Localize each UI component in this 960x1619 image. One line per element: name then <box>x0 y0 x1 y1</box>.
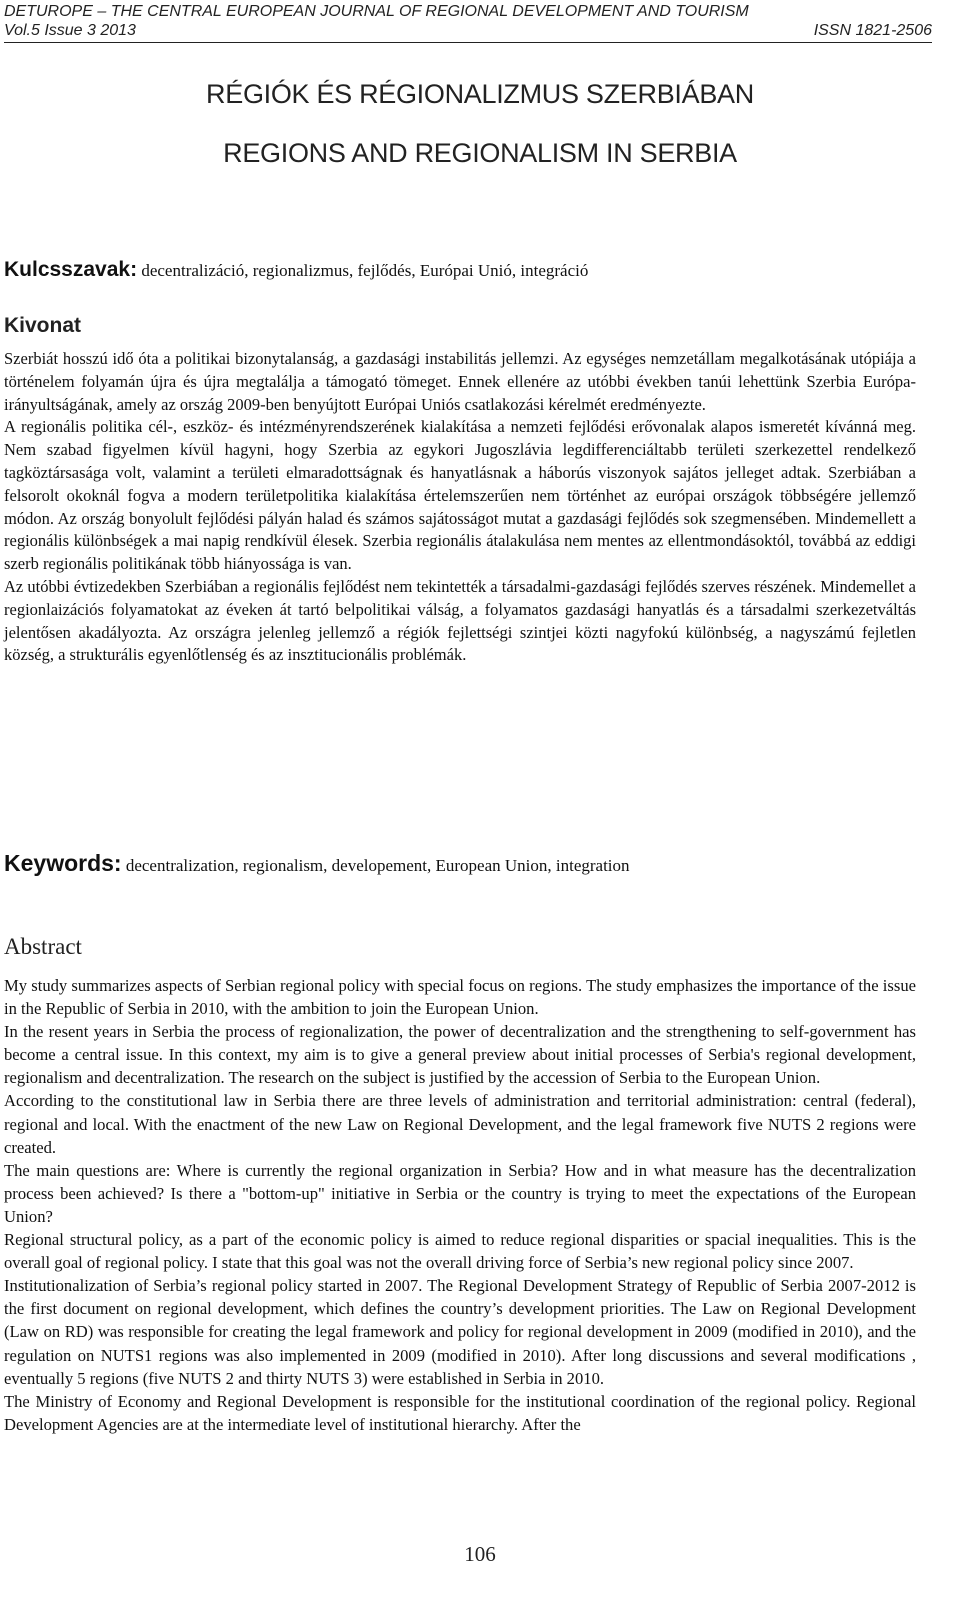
kivonat-paragraph: Szerbiát hosszú idő óta a politikai bizonytalanság, a gazdasági instabilitás jellemzi. Az egységes nemzetállam megalkotásának utópiája a történelem folyamán újra és újra megtalálja a támogató tömeget. Ennek ellenére az utóbbi években tanúi lehettünk Szerbia Európa-irányultságának, amely az ország 2009-ben benyújtott Európai Uniós csatlakozási kérelmét eredményezte. <box>4 349 916 414</box>
abstract-body <box>4 974 916 1436</box>
abstract-paragraph: Institutionalization of Serbia’s regional policy started in 2007. The Regional Development Strategy of Republic of Serbia 2007-2012 is the first document on regional development, which defines the country’s development priorities. The Law on Regional Development (Law on RD) was responsible for creating the legal framework and policy for regional development in 2009 (modified in 2010), and the regulation on NUTS1 regions was also implemented in 2009 (modified in 2010). After long discussions and several modifications , eventually 5 regions (five NUTS 2 and thirty NUTS 3) were established in Serbia in 2010. <box>4 1276 916 1388</box>
page-number: 106 <box>464 1542 496 1566</box>
abstract-paragraph: In the resent years in Serbia the process of regionalization, the power of decentralization and the strengthening to self-government has become a central issue. In this context, my aim is to give a general preview about initial processes of Serbia's regional development, regionalism and decentralization. The research on the subject is justified by the accession of Serbia to the European Union. <box>4 1022 916 1088</box>
keywords-english-label: Keywords: <box>4 850 122 876</box>
keywords-hungarian-label: Kulcsszavak: <box>4 258 138 281</box>
article-title-hungarian: RÉGIÓK ÉS RÉGIONALIZMUS SZERBIÁBAN <box>206 79 754 109</box>
issue-number: Vol.5 Issue 3 2013 <box>4 22 136 39</box>
article-title-english: REGIONS AND REGIONALISM IN SERBIA <box>223 138 737 168</box>
issue-line <box>4 21 932 43</box>
abstract-heading: Abstract <box>4 934 82 959</box>
abstract-paragraph: According to the constitutional law in Serbia there are three levels of administration and territorial administration: central (federal), regional and local. With the enactment of the new Law on Regional Development, and the legal framework five NUTS 2 regions were created. <box>4 1091 916 1157</box>
abstract-paragraph: The main questions are: Where is currently the regional organization in Serbia? How and in what measure has the decentralization process been achieved? Is there a "bottom-up" initiative in Serbia or the country is trying to meet the expectations of the European Union? <box>4 1160 916 1226</box>
abstract-paragraph: Regional structural policy, as a part of the economic policy is aimed to reduce regional disparities or spacial inequalities. This is the overall goal of regional policy. I state that this goal was not the overall driving force of Serbia’s new regional policy since 2007. <box>4 1230 916 1273</box>
issn: ISSN 1821-2506 <box>813 22 932 39</box>
abstract-paragraph: The Ministry of Economy and Regional Development is responsible for the institutional coordination of the regional policy. Regional Development Agencies are at the intermediate level of institutional hierarchy. After the <box>4 1391 916 1434</box>
kivonat-body <box>4 348 916 667</box>
kivonat-heading: Kivonat <box>4 314 82 337</box>
abstract-paragraph: My study summarizes aspects of Serbian regional policy with special focus on regions. The study emphasizes the importance of the issue in the Republic of Serbia in 2010, with the ambition to join the European Union. <box>4 976 916 1019</box>
keywords-hungarian-text: decentralizáció, regionalizmus, fejlődés, Európai Unió, integráció <box>137 261 589 280</box>
keywords-english <box>4 850 934 877</box>
kivonat-paragraph: A regionális politika cél-, eszköz- és intézményrendszerének kialakítása a nemzeti fejlődési erővonalak alapos ismeretét kívánná meg. Nem szabad figyelmen kívül hagyni, hogy Szerbia az egykori Jugoszlávia legdifferenciáltabb területi szerkezettel rendelkező tagköztársasága volt, valamint a területi elmaradottságnak és hanyatlásnak a háborús viszonyok sajátos jelleget adtak. Szerbiában a felsorolt okoknál fogva a modern területpolitika kialakítása értelemszerűen nem történhet az európai országok többségére jellemző módon. Az ország bonyolult fejlődési pályán halad és számos sajátosságot mutat a gazdasági fejlődés sok szegmensében. Mindemellett a regionális különbségek a mai napig rendkívül élesek. Szerbia regionális átalakulása nem mentes az ellentmondásoktól, továbbá az eddigi szerb regionális politikának több hiányossága is van. <box>4 417 916 574</box>
keywords-english-text: decentralization, regionalism, developement, European Union, integration <box>121 856 630 875</box>
kivonat-paragraph: Az utóbbi évtizedekben Szerbiában a regionális fejlődést nem tekintették a társadalmi-gazdasági fejlődés szerves részének. Mindemellet a regionlaizációs folyamatokat az éveken át tartó belpolitikai válság, a folyamatos gazdasági hanyatlás és a társadalmi szerkezetváltás jelentősen akadályozta. Az országra jelenleg jellemző a régiók fejlettségi szintjei közti nagyfokú különbség, a nagyszámú fejletlen község, a strukturális egyenlőtlenség és az insztitucionális problémák. <box>4 576 916 665</box>
keywords-hungarian <box>4 258 934 282</box>
journal-title: DETUROPE – THE CENTRAL EUROPEAN JOURNAL OF REGIONAL DEVELOPMENT AND TOURISM <box>4 3 749 20</box>
